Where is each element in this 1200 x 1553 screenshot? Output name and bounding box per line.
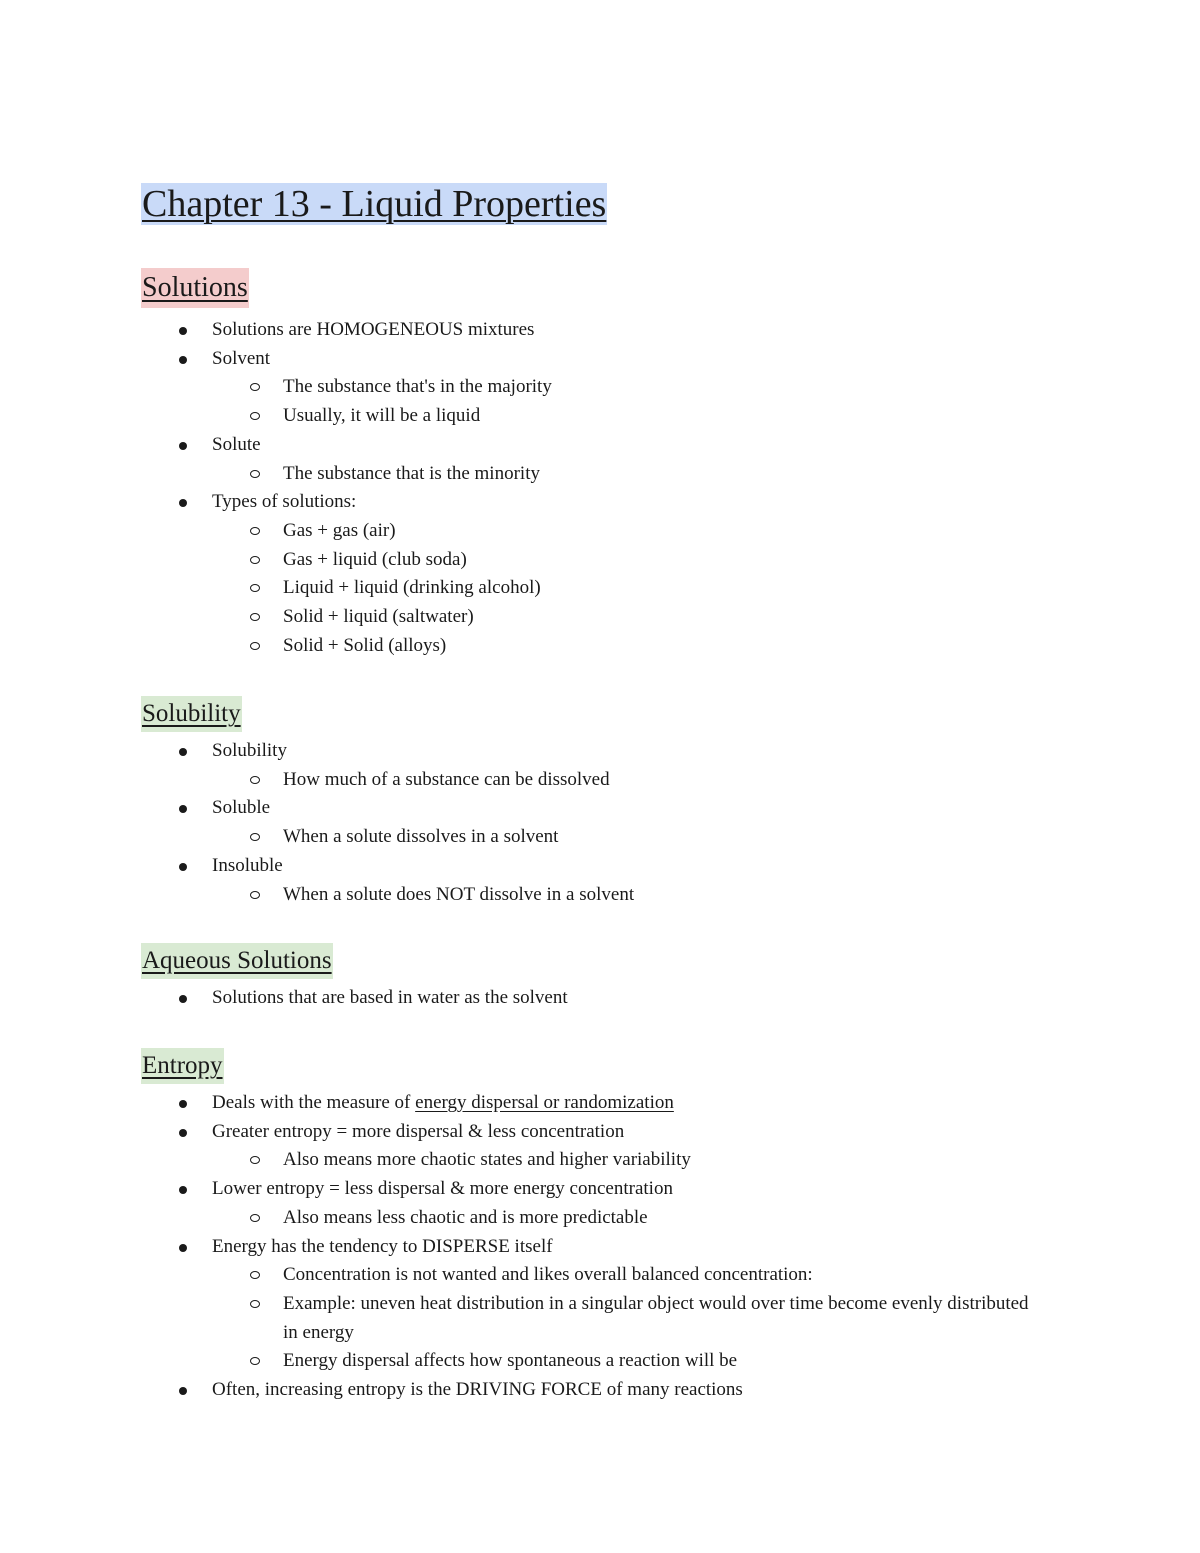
list-item bbox=[141, 1118, 1101, 1175]
sub-list-item bbox=[212, 402, 1101, 431]
list-item-text: Solute bbox=[212, 433, 261, 455]
hollow-bullet-icon bbox=[250, 1214, 260, 1222]
list-item-text: Solutions are HOMOGENEOUS mixtures bbox=[212, 319, 535, 340]
sub-item-text: How much of a substance can be dissolved bbox=[283, 768, 610, 790]
list-item-text: Solubility bbox=[212, 740, 287, 761]
sub-item-text: The substance that's in the majority bbox=[283, 376, 552, 398]
sub-list-item bbox=[212, 1204, 1101, 1233]
list-item-text: Insoluble bbox=[212, 854, 283, 876]
bullet-icon bbox=[179, 748, 187, 756]
sub-item-text: Gas + liquid (club soda) bbox=[283, 548, 467, 570]
heading-solubility: Solubility bbox=[141, 696, 242, 732]
sub-list-item bbox=[212, 546, 1101, 575]
list-item-text: Greater entropy = more dispersal & less concentration bbox=[212, 1120, 625, 1142]
list-item bbox=[141, 1376, 1101, 1405]
sub-item-text: Liquid + liquid (drinking alcohol) bbox=[283, 577, 541, 599]
bullet-icon bbox=[179, 442, 187, 450]
hollow-bullet-icon bbox=[250, 383, 260, 391]
bullet-icon bbox=[179, 1100, 187, 1108]
hollow-bullet-icon bbox=[250, 1300, 260, 1308]
section-solutions bbox=[141, 268, 1101, 660]
underlined-phrase: energy dispersal or randomization bbox=[415, 1092, 674, 1113]
sub-list bbox=[212, 373, 1101, 430]
sub-item-text: Usually, it will be a liquid bbox=[283, 405, 481, 427]
sub-list-item bbox=[212, 1261, 1101, 1290]
bullet-icon bbox=[179, 1387, 187, 1395]
bullet-icon bbox=[179, 499, 187, 507]
sub-list-item bbox=[212, 1290, 1101, 1347]
page-title-text: Chapter 13 - Liquid Properties bbox=[142, 183, 607, 225]
list-item-text: Solvent bbox=[212, 347, 271, 369]
section-aqueous bbox=[141, 943, 1101, 1013]
bullet-icon bbox=[179, 1244, 187, 1252]
list-item bbox=[141, 1089, 1101, 1118]
list-item bbox=[141, 794, 1101, 851]
bullet-icon bbox=[179, 805, 187, 813]
list-item bbox=[141, 488, 1101, 660]
bullet-icon bbox=[179, 1186, 187, 1194]
sub-item-text: Example: uneven heat distribution in a singular object would over time become evenly distributed in energy bbox=[283, 1292, 1029, 1343]
bullet-icon bbox=[179, 995, 187, 1003]
list-item bbox=[141, 431, 1101, 488]
hollow-bullet-icon bbox=[250, 1271, 260, 1279]
sub-list-item bbox=[212, 632, 1101, 661]
list-item-text: Lower entropy = less dispersal & more energy concentration bbox=[212, 1178, 673, 1200]
sub-list-item bbox=[212, 603, 1101, 632]
hollow-bullet-icon bbox=[250, 1156, 260, 1164]
sub-list-item bbox=[212, 1146, 1101, 1175]
bullet-icon bbox=[179, 356, 187, 364]
list-item-text: Soluble bbox=[212, 797, 271, 819]
sub-item-text: Solid + Solid (alloys) bbox=[283, 634, 447, 656]
sub-list-item bbox=[212, 574, 1101, 603]
sub-list bbox=[212, 766, 1101, 795]
list-item bbox=[141, 1233, 1101, 1377]
sub-list bbox=[212, 460, 1101, 489]
hollow-bullet-icon bbox=[250, 891, 260, 899]
sub-item-text: Also means more chaotic states and higher variability bbox=[283, 1149, 691, 1171]
sub-list bbox=[212, 1261, 1101, 1376]
sub-list bbox=[212, 1204, 1101, 1233]
sub-list-item bbox=[212, 460, 1101, 489]
list-item-text: Often, increasing entropy is the DRIVING FORCE of many reactions bbox=[212, 1379, 743, 1401]
sub-item-text: Energy dispersal affects how spontaneous a reaction will be bbox=[283, 1350, 738, 1372]
list-item bbox=[141, 852, 1101, 909]
sub-list-item bbox=[212, 517, 1101, 546]
sub-item-text: Solid + liquid (saltwater) bbox=[283, 606, 474, 628]
bullet-icon bbox=[179, 327, 187, 335]
hollow-bullet-icon bbox=[250, 642, 260, 650]
list-aqueous bbox=[141, 984, 1101, 1013]
list-item-text: Solutions that are based in water as the solvent bbox=[212, 987, 568, 1008]
heading-solutions: Solutions bbox=[141, 268, 249, 308]
list-item-text: Energy has the tendency to DISPERSE itself bbox=[212, 1235, 553, 1257]
list-item-text: Deals with the measure of bbox=[212, 1092, 416, 1113]
hollow-bullet-icon bbox=[250, 613, 260, 621]
hollow-bullet-icon bbox=[250, 833, 260, 841]
sub-item-text: Gas + gas (air) bbox=[283, 519, 396, 541]
page-title bbox=[141, 179, 607, 229]
sub-item-text: When a solute dissolves in a solvent bbox=[283, 826, 559, 848]
hollow-bullet-icon bbox=[250, 470, 260, 478]
heading-aqueous-solutions: Aqueous Solutions bbox=[141, 943, 333, 979]
sub-item-text: The substance that is the minority bbox=[283, 462, 540, 484]
sub-item-text: Concentration is not wanted and likes overall balanced concentration: bbox=[283, 1264, 813, 1286]
hollow-bullet-icon bbox=[250, 776, 260, 784]
list-item bbox=[141, 1175, 1101, 1232]
bullet-icon bbox=[179, 863, 187, 871]
hollow-bullet-icon bbox=[250, 1357, 260, 1365]
list-item bbox=[141, 316, 1101, 345]
heading-entropy: Entropy bbox=[141, 1048, 224, 1084]
sub-item-text: When a solute does NOT dissolve in a solvent bbox=[283, 883, 635, 905]
hollow-bullet-icon bbox=[250, 556, 260, 564]
list-solutions bbox=[141, 316, 1101, 660]
sub-item-text: Also means less chaotic and is more predictable bbox=[283, 1206, 648, 1228]
list-entropy bbox=[141, 1089, 1101, 1405]
sub-list bbox=[212, 517, 1101, 661]
bullet-icon bbox=[179, 1129, 187, 1137]
sub-list-item bbox=[212, 881, 1101, 910]
sub-list-item bbox=[212, 1347, 1101, 1376]
sub-list bbox=[212, 881, 1101, 910]
list-solubility bbox=[141, 737, 1101, 909]
list-item-text: Types of solutions: bbox=[212, 491, 357, 513]
sub-list-item bbox=[212, 766, 1101, 795]
section-solubility bbox=[141, 696, 1101, 909]
sub-list-item bbox=[212, 373, 1101, 402]
hollow-bullet-icon bbox=[250, 527, 260, 535]
hollow-bullet-icon bbox=[250, 412, 260, 420]
list-item bbox=[141, 984, 1101, 1013]
sub-list bbox=[212, 823, 1101, 852]
hollow-bullet-icon bbox=[250, 584, 260, 592]
sub-list-item bbox=[212, 823, 1101, 852]
sub-list bbox=[212, 1146, 1101, 1175]
list-item bbox=[141, 345, 1101, 431]
list-item bbox=[141, 737, 1101, 794]
section-entropy bbox=[141, 1048, 1101, 1405]
